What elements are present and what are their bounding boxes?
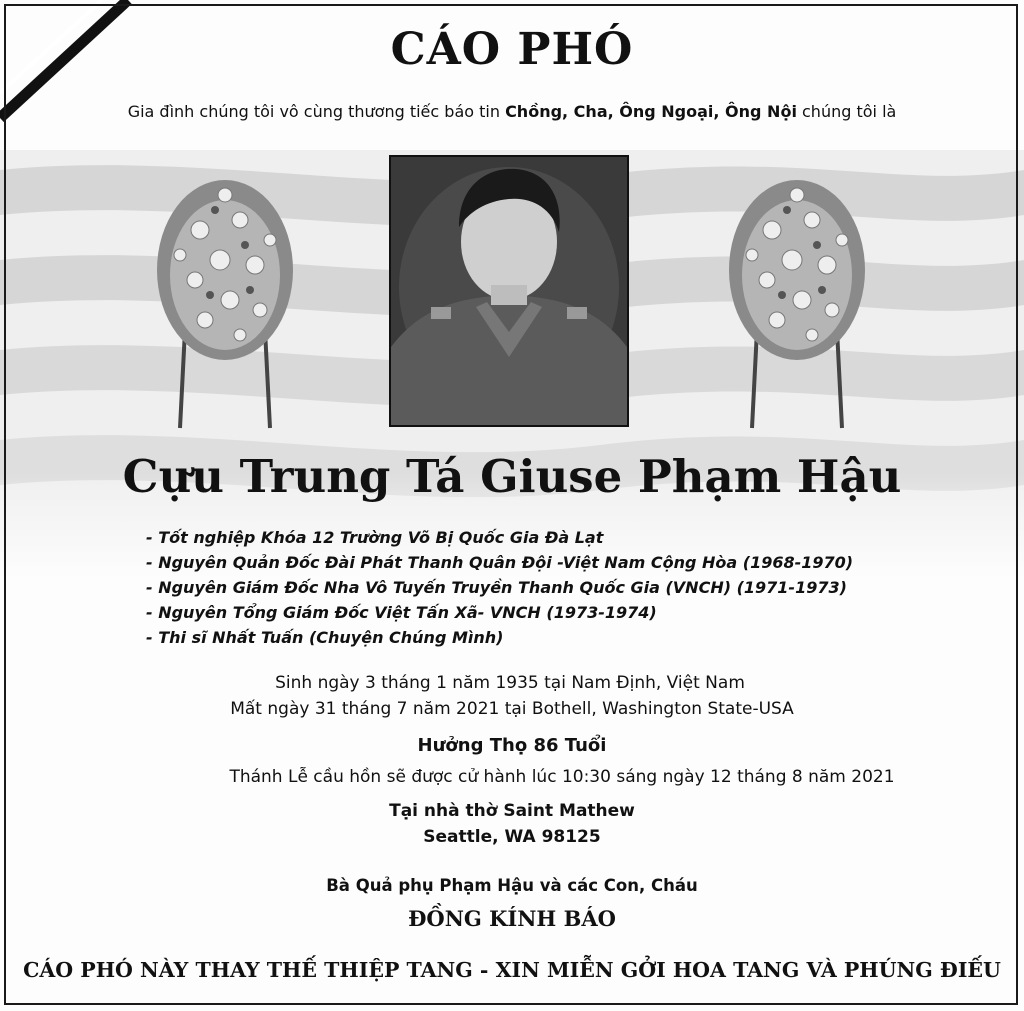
- family-signoff: Bà Quả phụ Phạm Hậu và các Con, Cháu: [326, 876, 698, 895]
- portrait-photo: [389, 155, 629, 427]
- bio-item: - Tốt nghiệp Khóa 12 Trường Võ Bị Quốc Gia Đà Lạt: [146, 528, 604, 547]
- age-info: Hưởng Thọ 86 Tuổi: [417, 735, 607, 756]
- venue-city: Seattle, WA 98125: [423, 827, 601, 847]
- intro-before: Gia đình chúng tôi vô cùng thương tiếc báo tin: [127, 102, 506, 121]
- intro-text: [0, 102, 1024, 121]
- bio-item: - Thi sĩ Nhất Tuấn (Chuyện Chúng Mình): [146, 628, 504, 647]
- bio-item: - Nguyên Giám Đốc Nha Vô Tuyến Truyền Thanh Quốc Gia (VNCH) (1971-1973): [146, 578, 847, 597]
- portrait-silhouette-icon: [391, 157, 627, 425]
- intro-after: chúng tôi là: [796, 102, 897, 121]
- flower-wreath-icon: [140, 150, 310, 430]
- page-title: CÁO PHÓ: [390, 24, 634, 75]
- flower-wreath-icon: [712, 150, 882, 430]
- mass-info: Thánh Lễ cầu hồn sẽ được cử hành lúc 10:30 sáng ngày 12 tháng 8 năm 2021: [229, 767, 895, 787]
- birth-info: Sinh ngày 3 tháng 1 năm 1935 tại Nam Định, Việt Nam: [275, 673, 745, 693]
- bio-item: - Nguyên Quản Đốc Đài Phát Thanh Quân Đội -Việt Nam Cộng Hòa (1968-1970): [146, 553, 854, 572]
- venue-info: Tại nhà thờ Saint Mathew: [389, 801, 635, 821]
- closing-text: ĐỒNG KÍNH BÁO: [408, 906, 616, 931]
- bio-item: - Nguyên Tổng Giám Đốc Việt Tấn Xã- VNCH (1973-1974): [146, 603, 657, 622]
- footer-notice: CÁO PHÓ NÀY THAY THẾ THIỆP TANG - XIN MIỄN GỞI HOA TANG VÀ PHÚNG ĐIẾU: [23, 958, 1001, 982]
- deceased-name: Cựu Trung Tá Giuse Phạm Hậu: [122, 450, 902, 503]
- intro-relations: Chồng, Cha, Ông Ngoại, Ông Nội: [505, 102, 797, 121]
- biography-list: [146, 525, 853, 650]
- death-info: Mất ngày 31 tháng 7 năm 2021 tại Bothell, Washington State-USA: [230, 699, 794, 719]
